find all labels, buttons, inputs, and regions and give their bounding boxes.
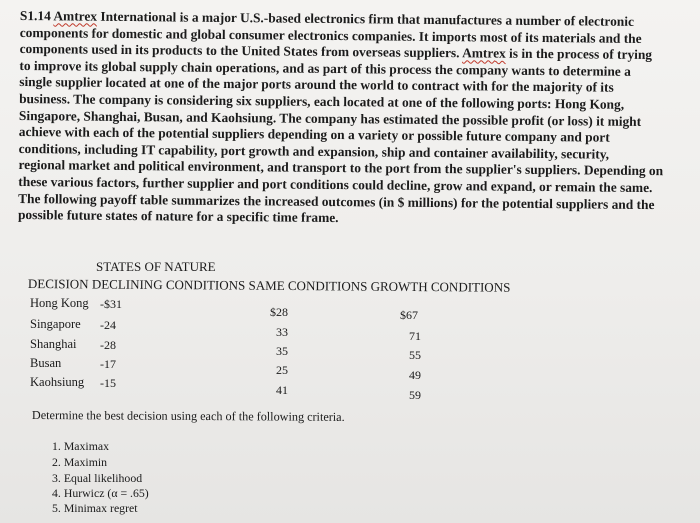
declining-value: -17 — [100, 357, 116, 371]
criteria-label: Equal likelihood — [63, 471, 143, 485]
text-line: Singapore, Shanghai, Busan, and Kaohsiung. The company has estimated the possible profit (or loss) it might — [18, 107, 642, 129]
declining-value: -24 — [100, 318, 116, 332]
criteria-number: 3. — [52, 471, 61, 485]
states-of-nature-header: STATES OF NATURE — [96, 259, 216, 274]
declining-value: -28 — [100, 338, 116, 352]
question-text: Determine the best decision using each of the following criteria. — [31, 408, 345, 424]
text-line: components used in its products to the United States from overseas suppliers. Amtrex is in the process of trying — [19, 41, 653, 63]
text-line: business. The company is considering six suppliers, each located at one of the following ports: Hong Kong, — [19, 90, 625, 112]
row-name: Hong Kong — [30, 296, 89, 310]
criteria-item — [52, 486, 149, 501]
criteria-label: Maximin — [63, 455, 108, 469]
problem-paragraph — [18, 8, 692, 230]
misspelled-word: Amtrex — [462, 45, 506, 61]
growth-value: 49 — [409, 368, 421, 382]
criteria-number: 1. — [52, 439, 61, 453]
growth-value: 55 — [409, 348, 421, 362]
growth-value: 71 — [409, 329, 421, 343]
misspelled-word: Amtrex — [53, 8, 98, 24]
text-line: these various factors, further supplier and port conditions could decline, grow and expand, or remain the same. — [18, 173, 653, 196]
text-line: conditions, including IT capability, port growth and expansion, ship and container availability, security, — [18, 140, 610, 162]
same-value: 35 — [276, 344, 288, 358]
same-value: 33 — [276, 325, 288, 339]
row-name: Busan — [30, 356, 62, 370]
criteria-label: Minimax regret — [63, 501, 138, 515]
row-name: Kaohsiung — [30, 375, 85, 389]
row-name: Singapore — [30, 317, 81, 331]
text-line: components for domestic and global consumer electronics companies. It imports most of its materials and the — [19, 24, 642, 46]
growth-value: 59 — [409, 388, 421, 402]
criteria-label: Maximax — [63, 439, 110, 453]
criteria-item — [52, 471, 142, 486]
growth-value: $67 — [400, 308, 418, 322]
text-line: possible future states of nature for a specific time frame. — [17, 207, 339, 226]
text-line: regional market and political environment, and transport to the port from the supplier's suppliers. Depending on — [18, 157, 664, 179]
text-line: achieve with each of the potential suppliers depending on a variety or possible future company and port — [18, 124, 610, 145]
text-line: to improve its global supply chain operations, and as part of this process the company wants to determine a — [19, 57, 631, 79]
criteria-number: 4. — [52, 486, 61, 500]
same-value: 25 — [276, 363, 288, 377]
same-value: 41 — [276, 383, 288, 397]
criteria-item — [52, 439, 109, 454]
declining-value: -$31 — [100, 297, 122, 311]
criteria-item — [52, 455, 107, 470]
criteria-label: Hurwicz — [63, 486, 105, 500]
criteria-number: 5. — [52, 501, 61, 515]
text-line: S1.14 Amtrex International is a major U.S.-based electronics firm that manufactures a number of electronic — [19, 8, 635, 29]
criteria-number: 2. — [52, 455, 61, 469]
column-headers: DECISION DECLINING CONDITIONS SAME CONDITIONS GROWTH CONDITIONS — [27, 276, 511, 295]
problem-number: S1.14 — [19, 8, 51, 24]
declining-value: -15 — [100, 376, 116, 390]
text-line: The following payoff table summarizes the increased outcomes (in $ millions) for the potential suppliers and the — [18, 190, 655, 212]
criteria-item — [52, 501, 138, 516]
text-line: single supplier located at one of the major ports around the world to contract with for the majority of its — [19, 74, 614, 96]
same-value: $28 — [270, 305, 288, 319]
criteria-extra: (α = .65) — [104, 486, 149, 500]
row-name: Shanghai — [30, 337, 77, 351]
